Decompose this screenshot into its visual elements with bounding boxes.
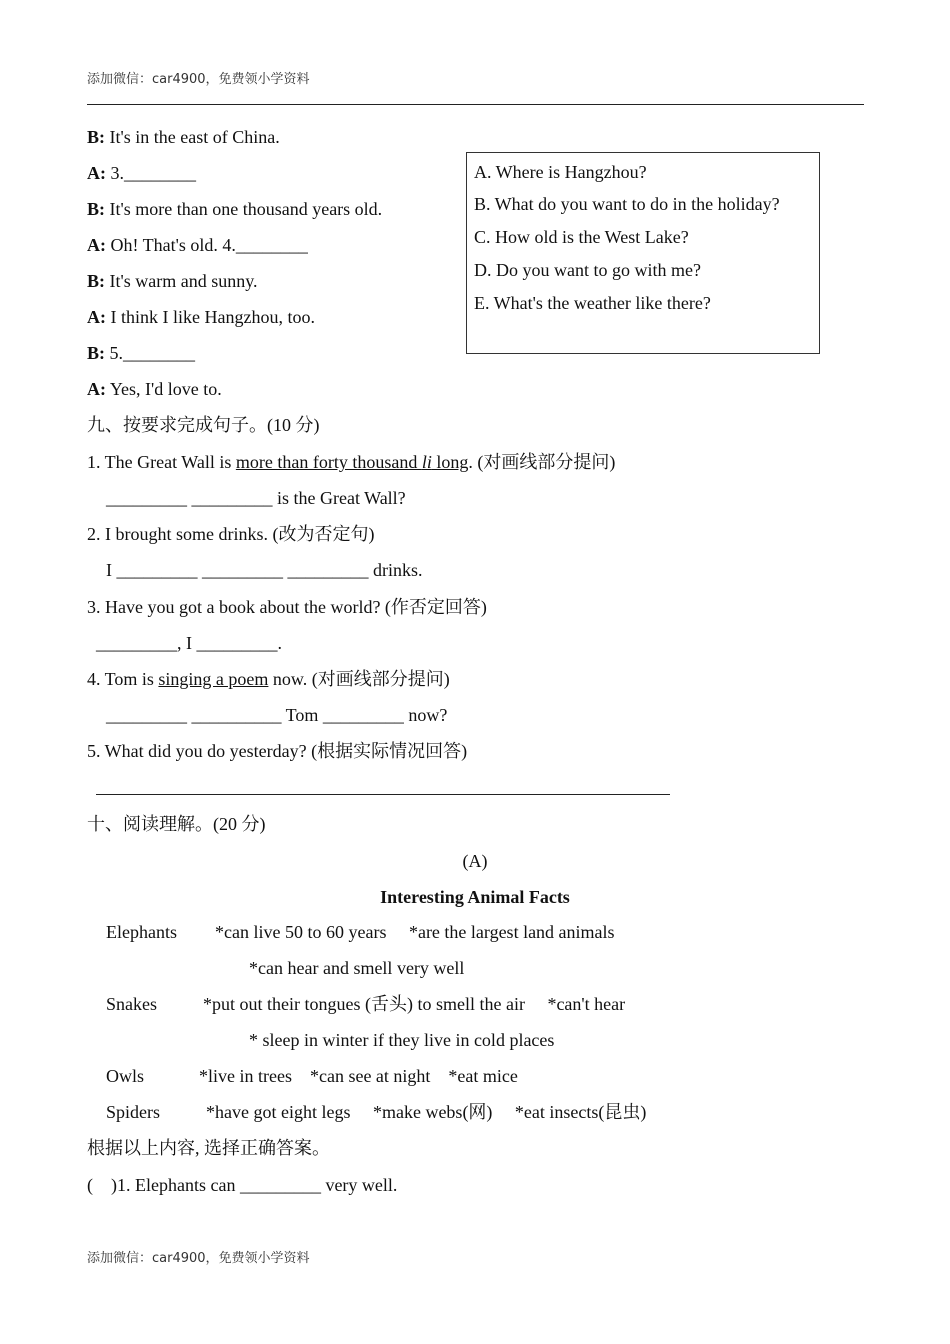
animal-name: Elephants [106, 922, 177, 942]
option-item: E. What's the weather like there? [474, 293, 711, 313]
dialogue-line [87, 342, 195, 364]
speaker: A: [87, 163, 106, 183]
question-2: 2. I brought some drinks. (改为否定句) [87, 524, 375, 544]
animal-facts: *put out their tongues (舌头) to smell the air *can't hear [203, 994, 626, 1014]
animal-facts: *live in trees *can see at night *eat mice [199, 1066, 518, 1086]
passage-heading: Interesting Animal Facts [380, 887, 570, 907]
answer-4: _________ __________ Tom _________ now? [106, 705, 448, 725]
dialogue-text: It's more than one thousand years old. [105, 199, 383, 219]
speaker: B: [87, 127, 105, 147]
answer-5-line [96, 794, 670, 795]
question-4 [87, 668, 450, 690]
underlined-text: singing a poem [158, 669, 269, 689]
answer-3: _________, I _________. [96, 633, 282, 653]
underlined-part [236, 452, 469, 472]
animal-facts: *can live 50 to 60 years *are the largest land animals [215, 922, 615, 942]
underlined-italic: li [421, 452, 432, 472]
speaker: B: [87, 271, 105, 291]
dialogue-text: 3.________ [106, 163, 196, 183]
dialogue-text: It's warm and sunny. [105, 271, 258, 291]
animal-name: Snakes [106, 994, 157, 1014]
animal-name: Spiders [106, 1102, 160, 1122]
animal-facts: *have got eight legs *make webs(网) *eat insects(昆虫) [206, 1102, 647, 1122]
part-label: (A) [462, 851, 488, 871]
dialogue-line [87, 270, 258, 292]
page-header: 添加微信：car4900，免费领小学资料 [87, 72, 310, 87]
option-item: C. How old is the West Lake? [474, 227, 689, 247]
dialogue-text: Oh! That's old. 4.________ [106, 235, 308, 255]
question-3: 3. Have you got a book about the world? (作否定回答) [87, 597, 487, 617]
header-rule [87, 104, 864, 105]
dialogue-text: It's in the east of China. [105, 127, 280, 147]
section-title: 九、按要求完成句子。(10 分) [87, 415, 320, 435]
question-text: . (对画线部分提问) [468, 452, 616, 472]
option-item: D. Do you want to go with me? [474, 260, 701, 280]
dialogue-text: 5.________ [105, 343, 195, 363]
answer-2: I _________ _________ _________ drinks. [106, 560, 423, 580]
animal-name: Owls [106, 1066, 145, 1086]
dialogue-line [87, 162, 196, 184]
animal-facts: *can hear and smell very well [249, 958, 465, 978]
option-item: A. Where is Hangzhou? [474, 162, 647, 182]
page-footer: 添加微信：car4900，免费领小学资料 [87, 1251, 310, 1266]
option-item: B. What do you want to do in the holiday? [474, 194, 780, 214]
animal-facts: * sleep in winter if they live in cold places [249, 1030, 555, 1050]
dialogue-text: Yes, I'd love to. [106, 379, 222, 399]
speaker: B: [87, 199, 105, 219]
dialogue-line [87, 306, 315, 328]
speaker: B: [87, 343, 105, 363]
speaker: A: [87, 307, 106, 327]
dialogue-text: I think I like Hangzhou, too. [106, 307, 315, 327]
speaker: A: [87, 235, 106, 255]
instruction: 根据以上内容, 选择正确答案。 [87, 1138, 330, 1158]
question-5: 5. What did you do yesterday? (根据实际情况回答) [87, 741, 468, 761]
underlined-text: long [431, 452, 469, 472]
dialogue-line [87, 378, 222, 400]
question-1 [87, 451, 615, 473]
dialogue-line [87, 126, 280, 148]
dialogue-line [87, 198, 382, 220]
underlined-text: more than forty thousand [235, 452, 422, 472]
question-text: 1. The Great Wall is [87, 452, 236, 472]
reading-question-1: ( )1. Elephants can _________ very well. [87, 1175, 398, 1195]
answer-1: _________ _________ is the Great Wall? [106, 488, 406, 508]
section-title: 十、阅读理解。(20 分) [87, 814, 266, 834]
speaker: A: [87, 379, 106, 399]
question-text: 4. Tom is [87, 669, 159, 689]
dialogue-line [87, 234, 308, 256]
question-text: now. (对画线部分提问) [268, 669, 450, 689]
